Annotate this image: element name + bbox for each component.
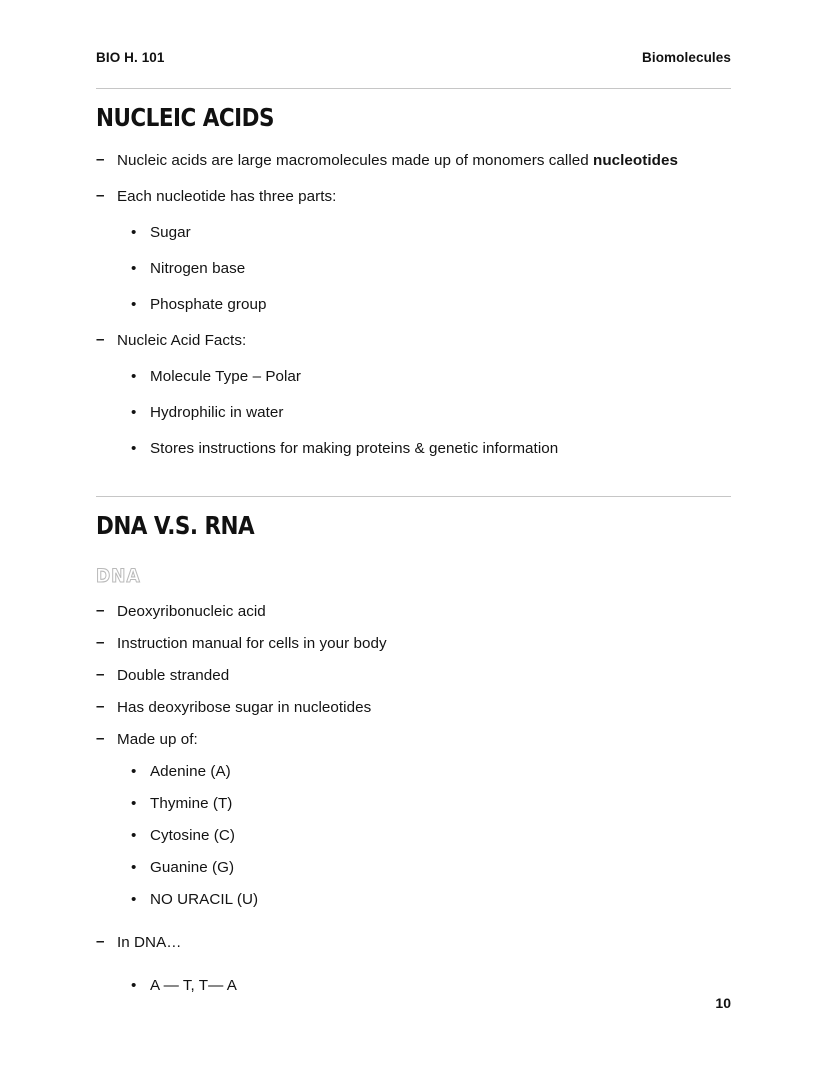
list-item-text: Molecule Type – Polar: [150, 368, 302, 386]
list-item-text: Nitrogen base: [150, 260, 246, 278]
list-item-text-lead: Nucleic acids are large macromolecules made up of monomers called: [117, 152, 594, 170]
list-item-text: A — T, T— A: [150, 977, 237, 995]
list-item: [129, 439, 731, 458]
dash-bullet-icon: –: [96, 933, 105, 951]
dash-bullet-icon: –: [96, 187, 105, 205]
section-heading-nucleic-acids: NUCLEIC ACIDS: [96, 103, 274, 132]
list-item-text: Cytosine (C): [150, 827, 235, 845]
dash-bullet-icon: –: [96, 602, 105, 620]
dna-list: [96, 602, 731, 995]
list-item: [129, 794, 731, 813]
dot-bullet-icon: •: [131, 827, 137, 845]
dot-bullet-icon: •: [131, 977, 137, 995]
list-item-text: Thymine (T): [150, 795, 233, 813]
dna-body: [96, 602, 731, 995]
list-item: [96, 666, 731, 685]
dna-bases-list: [129, 762, 731, 909]
dot-bullet-icon: •: [131, 795, 137, 813]
topic-label: Biomolecules: [642, 49, 731, 65]
dot-bullet-icon: •: [131, 859, 137, 877]
sublist-container: [96, 762, 731, 909]
dot-bullet-icon: •: [131, 440, 137, 458]
dot-bullet-icon: •: [131, 404, 137, 422]
nucleic-acids-list: [96, 151, 731, 458]
nucleic-acids-body: [96, 151, 731, 458]
list-item: [129, 890, 731, 909]
dash-bullet-icon: –: [96, 730, 105, 748]
list-item: [129, 976, 731, 995]
section-divider-top: [96, 88, 731, 89]
list-item-text: [117, 152, 678, 169]
list-item: [129, 259, 731, 278]
nucleotide-parts-list: [129, 223, 731, 314]
page-number: 10: [715, 995, 731, 1011]
list-item-text: Adenine (A): [150, 763, 231, 781]
list-item: [129, 367, 731, 386]
list-item-text: Phosphate group: [150, 296, 267, 314]
list-item-text: Sugar: [150, 224, 191, 242]
course-label: BIO H. 101: [96, 49, 165, 65]
running-head: [96, 46, 731, 68]
dash-bullet-icon: –: [96, 331, 105, 349]
dna-pairing-list: [129, 976, 731, 995]
list-item: [129, 826, 731, 845]
list-item: [129, 403, 731, 422]
sublist-container: [96, 976, 731, 995]
list-item: [96, 634, 731, 653]
section-heading-dna-vs-rna: DNA V.S. RNA: [96, 511, 255, 541]
list-item-text: NO URACIL (U): [150, 891, 259, 909]
dot-bullet-icon: •: [131, 891, 137, 909]
list-item-text: Stores instructions for making proteins & genetic information: [150, 440, 559, 458]
list-item-text: Guanine (G): [150, 859, 235, 877]
list-item-text: Made up of:: [117, 731, 198, 749]
list-item-text: Hydrophilic in water: [150, 404, 284, 422]
section-divider-middle: [96, 496, 731, 497]
sublist-container: [96, 223, 731, 314]
sublist-container: [96, 367, 731, 458]
list-item: [96, 730, 731, 749]
list-item: [96, 151, 731, 170]
dash-bullet-icon: –: [96, 151, 105, 169]
dash-bullet-icon: –: [96, 666, 105, 684]
list-item: [96, 602, 731, 621]
list-item: [96, 698, 731, 717]
list-item-text: In DNA…: [117, 934, 182, 952]
subheading-dna: DNA: [96, 564, 141, 587]
list-item: [96, 331, 731, 350]
dash-bullet-icon: –: [96, 634, 105, 652]
dot-bullet-icon: •: [131, 368, 137, 386]
list-item: [129, 762, 731, 781]
dot-bullet-icon: •: [131, 260, 137, 278]
list-item-text: Instruction manual for cells in your body: [117, 635, 387, 653]
subheading-wrap: [96, 566, 731, 587]
list-item-text-emphasis: nucleotides: [593, 152, 678, 170]
list-item: [129, 858, 731, 877]
list-item: [129, 223, 731, 242]
list-item: [96, 933, 731, 952]
dot-bullet-icon: •: [131, 296, 137, 314]
dash-bullet-icon: –: [96, 698, 105, 716]
list-item-text: Deoxyribonucleic acid: [117, 603, 266, 621]
section-divider-wrap: [96, 496, 731, 497]
dot-bullet-icon: •: [131, 224, 137, 242]
list-item-text: Nucleic Acid Facts:: [117, 332, 247, 350]
list-item: [129, 295, 731, 314]
document-content: [96, 88, 731, 995]
list-item-text: Has deoxyribose sugar in nucleotides: [117, 699, 372, 717]
list-item: [96, 187, 731, 206]
list-item-text: Each nucleotide has three parts:: [117, 188, 337, 206]
list-item-text: Double stranded: [117, 667, 230, 685]
nucleic-acid-facts-list: [129, 367, 731, 458]
dot-bullet-icon: •: [131, 763, 137, 781]
